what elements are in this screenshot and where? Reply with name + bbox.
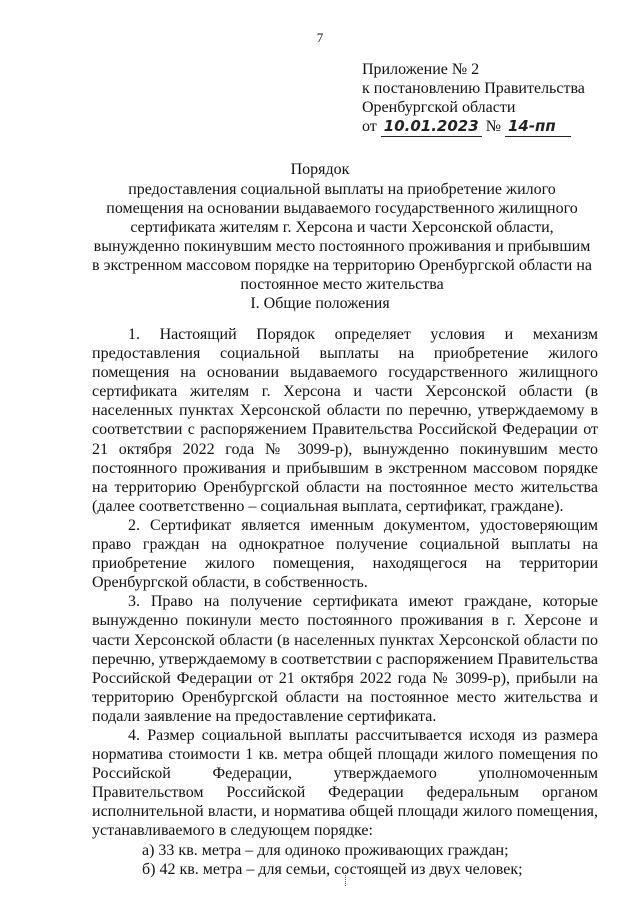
subitem-b: б) 42 кв. метра – для семьи, состоящей из двух человек; (142, 860, 523, 878)
approval-resolution-line: к постановлению Правительства (362, 80, 585, 97)
paragraph-4: 4. Размер социальной выплаты рассчитывается исходя из размера норматива стоимости 1 кв. метра общей площади жилого помещения по Российской Федерации, утверждаемого уполномоченным Правительством Российской Федерации федеральным органом исполнительной власти, и норматива общей площади жилого помещения, устанавливаемого в следующем порядке: (92, 726, 598, 840)
document-subtitle: предоставления социальной выплаты на приобретение жилого помещения на основании выдаваемого государственного жилищного сертификата жителям г. Херсона и части Херсонской области, вынужденно покинувшим место постоянного проживания и прибывшим в экстренном массовом порядке на территорию Оренбургской области на постоянное место жительства (92, 181, 592, 293)
scan-mark (345, 872, 347, 886)
approval-date-line (362, 117, 632, 137)
paragraph-1: 1. Настоящий Порядок определяет условия и механизм предоставления социальной выплаты на приобретение жилого помещения на основании выдаваемого государственного жилищного сертификата жителям г. Херсона и части Херсонской области (в населенных пунктах Херсонской области по перечню, утверждаемому в соответствии с распоряжением Правительства Российской Федерации от 21 октября 2022 года № 3099-р), вынужденно покинувшим место постоянного проживания и прибывшим в экстренном массовом порядке на территорию Оренбургской области на постоянное место жительства (далее соответственно – социальная выплата, сертификат, граждане). (92, 326, 598, 515)
document-title: Порядок (290, 161, 350, 178)
paragraph-3: 3. Право на получение сертификата имеют граждане, которые вынужденно покинули место постоянного проживания в г. Херсоне и части Херсонской области (в населенных пунктах Херсонской области по перечню, утверждаемому в соответствии с распоряжением Правительства Российской Федерации от 21 октября 2022 года № 3099-р), прибыли на территорию Оренбургской области на постоянное место жительства и подали заявление на предоставление сертификата. (92, 593, 598, 725)
approval-appendix-line: Приложение № 2 (362, 61, 480, 78)
approval-from-label: от (362, 118, 377, 135)
section-heading: I. Общие положения (250, 295, 390, 312)
paragraph-2: 2. Сертификат является именным документом, удостоверяющим право граждан на однократное получение социальной выплаты на приобретение жилого помещения, находящегося на территории Оренбургской области, в собственность. (92, 516, 598, 592)
body-text (92, 325, 598, 879)
approval-block (362, 60, 632, 137)
page-number: 7 (316, 30, 324, 45)
approval-number: 14-пп (505, 117, 571, 137)
approval-region-line: Оренбургской области (362, 99, 516, 116)
subitem-a: а) 33 кв. метра – для одиноко проживающих граждан; (142, 841, 509, 859)
approval-date: 10.01.2023 (381, 117, 482, 137)
approval-number-label: № (485, 118, 501, 135)
